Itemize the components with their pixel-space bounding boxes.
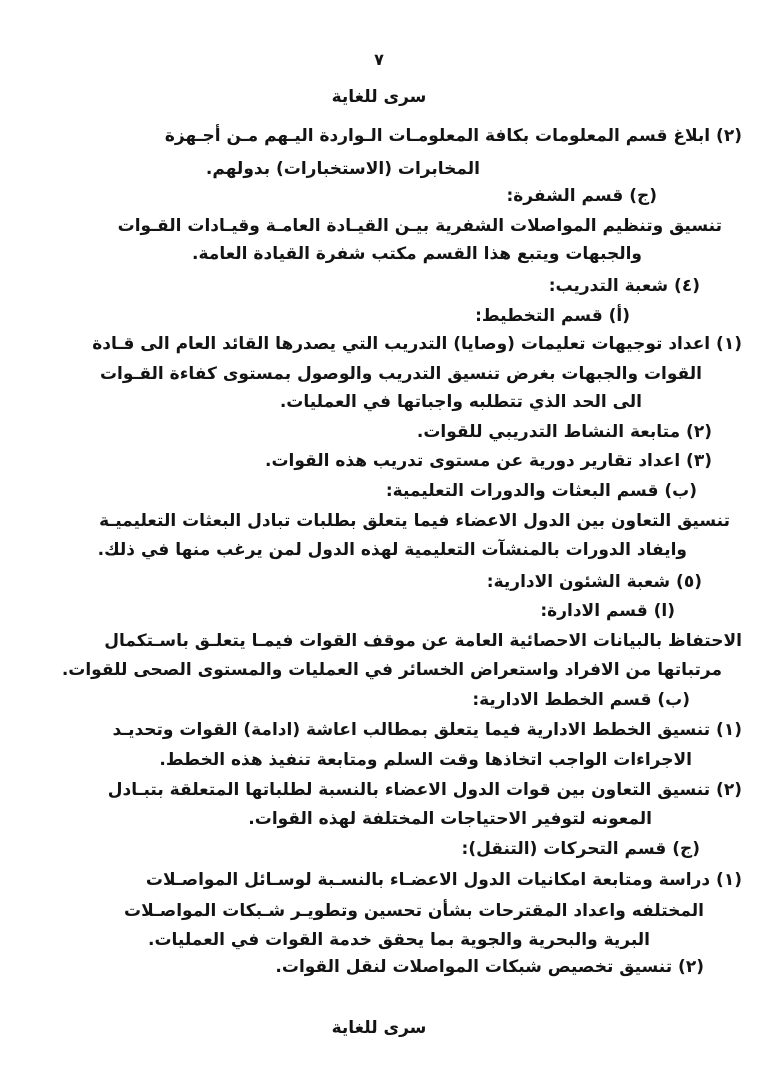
text-line: القوات والجبهات بغرض تنسيق التدريب والوصول بمستوى كفاءة القـوات [99,364,702,384]
text-line: المعونه لتوفير الاحتياجات المختلفة لهذه القوات. [248,809,652,829]
text-line: البرية والبحرية والجوية بما يحقق خدمة القوات في العمليات. [148,930,650,950]
classification-header: سرى للغاية [331,87,427,107]
text-line: المختلفه واعداد المقترحات بشأن تحسين وتطويـر شـبكات المواصـلات [124,901,704,921]
text-line: (ب) قسم الخطط الادارية: [472,690,690,710]
text-line: مرتباتها من الافراد واستعراض الخسائر في العمليات والمستوى الصحى للقوات. [61,660,722,680]
text-line: وايفاد الدورات بالمنشآت التعليمية لهذه الدول لمن يرغب منها في ذلك. [97,540,687,560]
page-number: ٧ [374,50,384,69]
text-line: تنسيق وتنظيم المواصلات الشفرية بيـن القيـادة العامـة وقيـادات القـوات [117,216,722,236]
text-line: (٣) اعداد تقارير دورية عن مستوى تدريب هذه القوات. [264,451,712,471]
classification-footer: سرى للغاية [331,1018,427,1038]
text-line: (٢) تنسيق تخصيص شبكات المواصلات لنقل القوات. [275,957,704,977]
text-line: (ب) قسم البعثات والدورات التعليمية: [385,481,697,501]
text-line: المخابرات (الاستخبارات) بدولهم. [205,159,480,179]
text-line: (٥) شعبة الشئون الادارية: [486,572,702,592]
text-line: الاجراءات الواجب اتخاذها وقت السلم ومتابعة تنفيذ هذه الخطط. [159,750,692,770]
text-line: (ج) قسم الشفرة: [506,186,657,206]
text-line: (٢) تنسيق التعاون بين قوات الدول الاعضاء بالنسبة لطلباتها المتعلقة بتبـادل [107,780,742,800]
text-line: الاحتفاظ بالبيانات الاحصائية العامة عن موقف القوات فيمـا يتعلـق باسـتكمال [104,631,742,651]
text-line: (٤) شعبة التدريب: [548,276,700,296]
text-line: والجبهات ويتبع هذا القسم مكتب شفرة القيادة العامة. [192,244,642,264]
text-line: (١) اعداد توجيهات تعليمات (وصايا) التدريب التي يصدرها القائد العام الى قـادة [92,334,742,354]
text-line: (١) دراسة ومتابعة امكانيات الدول الاعضـاء بالنسـبة لوسـائل المواصـلات [145,870,742,890]
text-line: تنسيق التعاون بين الدول الاعضاء فيما يتعلق بطلبات تبادل البعثات التعليميـة [99,511,730,531]
text-line: (ج) قسم التحركات (التنقل): [461,839,700,859]
text-line: الى الحد الذي تتطلبه واجباتها في العمليات. [279,392,642,412]
text-line: (٢) ابلاغ قسم المعلومات بكافة المعلومـات الـواردة اليـهم مـن أجـهزة [164,126,742,146]
text-line: (١) تنسيق الخطط الادارية فيما يتعلق بمطالب اعاشة (ادامة) القوات وتحديـد [112,720,742,740]
text-line: (أ) قسم التخطيط: [475,306,630,326]
text-line: (٢) متابعة النشاط التدريبي للقوات. [416,422,712,442]
text-line: (ا) قسم الادارة: [540,601,675,621]
